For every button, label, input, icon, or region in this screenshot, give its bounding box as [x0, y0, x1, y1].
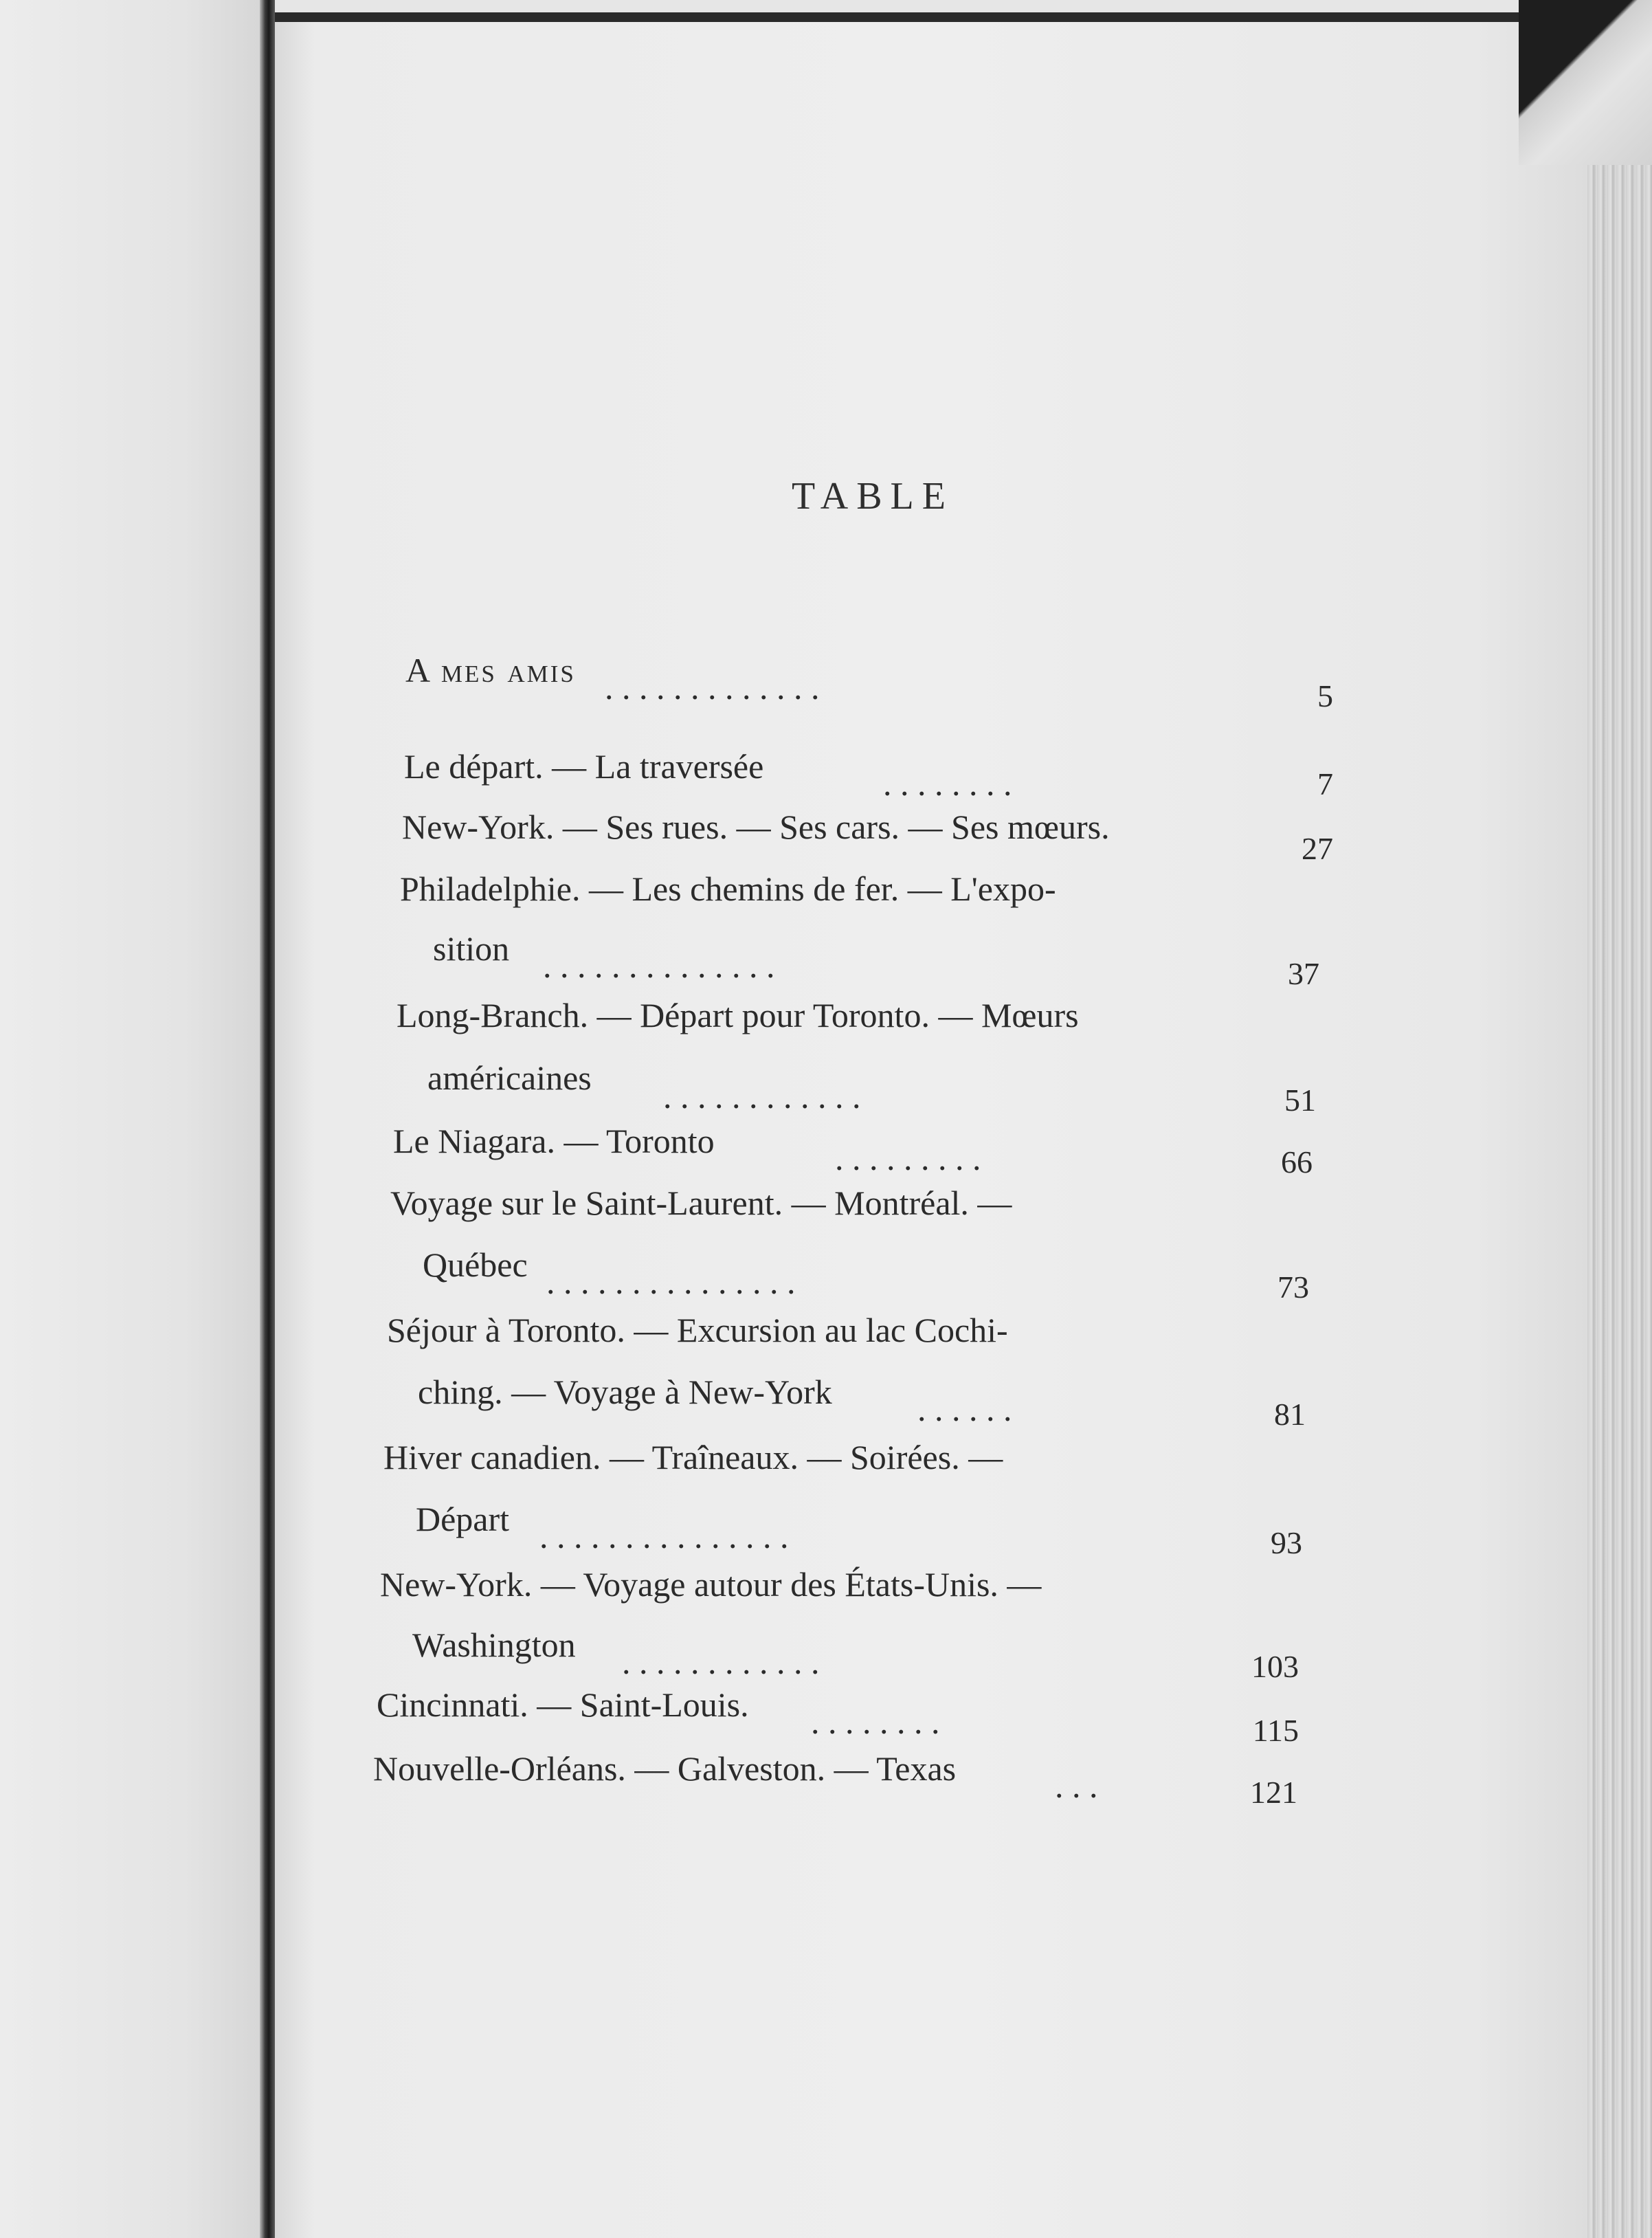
- toc-leader-dots: . . . . . . . .: [811, 1703, 940, 1741]
- toc-entry-title: New-York. — Voyage autour des États-Unis. —: [380, 1565, 1042, 1604]
- toc-page-number: 115: [1252, 1713, 1299, 1748]
- toc-leader-dots: . . .: [1055, 1766, 1098, 1805]
- toc-entry-title-continued: sition: [433, 929, 510, 968]
- toc-entry-title: Hiver canadien. — Traîneaux. — Soirées. —: [383, 1438, 1003, 1476]
- toc-page-number: 51: [1284, 1083, 1316, 1118]
- toc-entry-title: New-York. — Ses rues. — Ses cars. — Ses mœurs.: [402, 808, 1110, 846]
- toc-entry-title: Long-Branch. — Départ pour Toronto. — Mœurs: [397, 996, 1079, 1034]
- folded-corner: [1519, 0, 1652, 165]
- page-title: TABLE: [792, 475, 954, 518]
- toc-entry-title: Philadelphie. — Les chemins de fer. — L'expo-: [400, 869, 1056, 908]
- toc-page-number: 66: [1281, 1144, 1313, 1179]
- toc-leader-dots: . . . . . . . . . . . . . .: [543, 946, 775, 985]
- toc-entry-title: Séjour à Toronto. — Excursion au lac Cochi-: [387, 1311, 1008, 1349]
- toc-entry-title-continued: ching. — Voyage à New-York: [418, 1373, 832, 1411]
- toc-entry-title-continued: Québec: [423, 1245, 528, 1284]
- toc-leader-dots: . . . . . .: [917, 1390, 1012, 1428]
- toc-leader-dots: . . . . . . . .: [883, 764, 1012, 803]
- toc-entry-title-continued: américaines: [427, 1059, 592, 1097]
- toc-entry-title-continued: Washington: [412, 1626, 576, 1664]
- toc-page-number: 121: [1250, 1775, 1297, 1810]
- page-edges: [1587, 21, 1652, 2238]
- toc-page-number: 81: [1274, 1397, 1306, 1432]
- toc-leader-dots: . . . . . . . . . . . . . . .: [539, 1517, 789, 1555]
- toc-leader-dots: . . . . . . . . . . . .: [663, 1077, 861, 1116]
- toc-leader-dots: . . . . . . . . . . . . . . .: [546, 1263, 796, 1301]
- left-page: [0, 0, 263, 2238]
- toc-page-number: 37: [1288, 956, 1319, 991]
- toc-entry-title: Le départ. — La traversée: [404, 747, 764, 786]
- toc-entry-title: Nouvelle-Orléans. — Galveston. — Texas: [373, 1749, 957, 1788]
- toc-entry-title: Voyage sur le Saint-Laurent. — Montréal. —: [390, 1184, 1012, 1222]
- toc-page-number: 73: [1277, 1270, 1309, 1305]
- toc-page-number: 93: [1271, 1525, 1302, 1560]
- toc-leader-dots: . . . . . . . . . . . .: [622, 1643, 820, 1681]
- toc-entry-title: Cincinnati. — Saint-Louis.: [377, 1685, 749, 1724]
- toc-entry-title-continued: Départ: [416, 1500, 510, 1538]
- toc-entry-title: A mes amis: [405, 651, 576, 689]
- toc-page-number: 103: [1251, 1649, 1299, 1684]
- toc-page-number: 27: [1302, 831, 1333, 866]
- toc-entry-title: Le Niagara. — Toronto: [393, 1122, 715, 1160]
- book-spine: [260, 0, 275, 2238]
- toc-leader-dots: . . . . . . . . . . . . .: [605, 668, 820, 707]
- toc-page-number: 7: [1317, 766, 1333, 801]
- toc-leader-dots: . . . . . . . . .: [835, 1139, 981, 1177]
- toc-page-number: 5: [1317, 678, 1333, 713]
